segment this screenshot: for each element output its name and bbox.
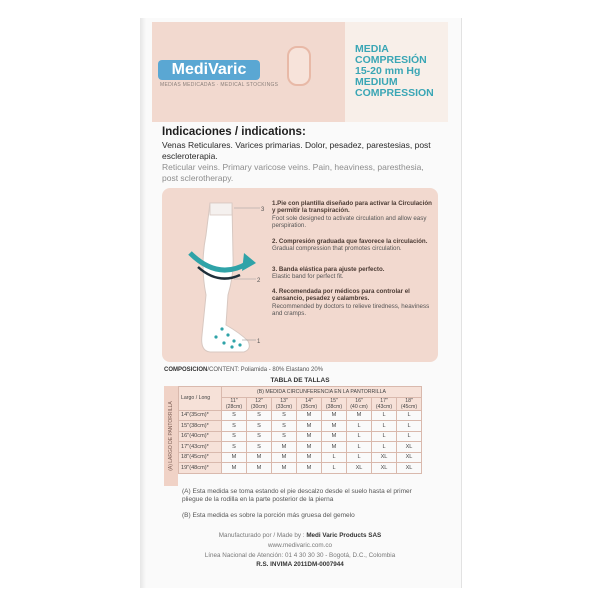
feature-2-title: 2. Compresión graduada que favorece la circulación. xyxy=(272,238,428,245)
size-cell: XL xyxy=(372,452,397,463)
feature-4 xyxy=(272,288,432,318)
size-cell: M xyxy=(272,463,297,474)
size-cell: XL xyxy=(372,463,397,474)
size-cell: L xyxy=(322,452,347,463)
feature-1-title: 1.Pie con plantilla diseñado para activar la Circulación y permitir la transpiración. xyxy=(272,200,432,215)
package-edge xyxy=(140,18,146,588)
size-cell: M xyxy=(222,452,247,463)
size-col-header xyxy=(247,397,272,410)
compression-line: 15-20 mm Hg xyxy=(355,65,421,77)
feature-2 xyxy=(272,238,432,253)
size-col-cm: (40 cm) xyxy=(350,403,368,410)
size-row xyxy=(179,442,422,453)
size-cell: L xyxy=(347,431,372,442)
hanger-hole xyxy=(287,46,311,86)
composition-label: COMPOSICION xyxy=(164,367,208,373)
size-cell: M xyxy=(297,452,322,463)
indications-title: Indicaciones / indications: xyxy=(162,126,306,138)
size-cell: M xyxy=(272,452,297,463)
size-col-inches: 17" xyxy=(380,397,388,404)
size-row-label: 16"(40cm)* xyxy=(179,431,222,442)
size-cell: XL xyxy=(397,442,422,453)
size-cell: M xyxy=(322,410,347,421)
size-cell: S xyxy=(247,421,272,432)
size-row xyxy=(179,421,422,432)
stocking-illustration xyxy=(170,195,270,357)
size-col-inches: 13" xyxy=(280,397,288,404)
size-col-header xyxy=(372,397,397,410)
size-cell: M xyxy=(322,421,347,432)
size-cell: L xyxy=(397,431,422,442)
size-table xyxy=(178,386,422,474)
size-cell: S xyxy=(247,442,272,453)
size-cell: M xyxy=(297,410,322,421)
size-cell: L xyxy=(372,421,397,432)
size-cell: L xyxy=(347,452,372,463)
size-cell: M xyxy=(297,442,322,453)
size-col-inches: 16" xyxy=(355,397,363,404)
callout-1: 1 xyxy=(257,339,261,345)
size-cell: M xyxy=(297,463,322,474)
brand-tagline: MEDIAS MEDICADAS · MEDICAL STOCKINGS xyxy=(160,82,279,88)
size-cell: XL xyxy=(397,452,422,463)
feature-3-title: 3. Banda elástica para ajuste perfecto. xyxy=(272,266,385,273)
size-cell: S xyxy=(272,410,297,421)
composition xyxy=(164,367,323,373)
size-row-label: 18"(45cm)* xyxy=(179,452,222,463)
made-by-company: Medi Varic Products SAS xyxy=(306,532,382,539)
feature-2-english: Gradual compression that promotes circulation. xyxy=(272,245,402,253)
website: www.medivaric.com.co xyxy=(267,542,333,549)
size-cell: L xyxy=(397,421,422,432)
size-col-cm: (43cm) xyxy=(375,403,393,410)
size-col-header xyxy=(222,397,247,410)
size-row xyxy=(179,410,422,421)
size-table-group-header: (B) MEDIDA CIRCUNFERENCIA EN LA PANTORRILLA xyxy=(222,387,422,398)
size-col-header xyxy=(272,397,297,410)
size-cell: S xyxy=(247,431,272,442)
note-b: (B) Esta medida es sobre la porción más gruesa del gemelo xyxy=(182,512,355,519)
feature-4-title: 4. Recomendada por médicos para controlar el cansancio, pesadez y calambres. xyxy=(272,288,410,303)
size-col-cm: (28cm) xyxy=(225,403,243,410)
size-cell: M xyxy=(347,410,372,421)
size-cell: L xyxy=(372,431,397,442)
compression-line: MEDIUM xyxy=(355,76,398,88)
size-col-cm: (38cm) xyxy=(325,403,343,410)
size-col-header xyxy=(397,397,422,410)
made-by xyxy=(0,532,600,539)
compression-line: COMPRESSION xyxy=(355,87,434,99)
size-cell: M xyxy=(247,463,272,474)
size-col-cm: (30cm) xyxy=(250,403,268,410)
compression-label xyxy=(355,44,447,99)
size-cell: L xyxy=(347,442,372,453)
size-cell: L xyxy=(372,442,397,453)
phone-line: Línea Nacional de Atención: 01 4 30 30 30 - Bogotá, D.C., Colombia xyxy=(204,552,396,559)
size-cell: L xyxy=(397,410,422,421)
size-row xyxy=(179,452,422,463)
size-cell: M xyxy=(322,431,347,442)
brand-logo: MediVaric xyxy=(158,60,260,80)
size-cell: M xyxy=(247,452,272,463)
composition-text: /CONTENT: Poliamida - 80% Elastano 20% xyxy=(207,367,324,373)
feature-3-english: Elastic band for perfect fit. xyxy=(272,273,344,281)
size-row-label: 14"(35cm)* xyxy=(179,410,222,421)
size-cell: M xyxy=(297,421,322,432)
size-col-inches: 15" xyxy=(330,397,338,404)
callout-3: 3 xyxy=(261,207,265,213)
size-table-corner: Largo / Long xyxy=(179,387,222,411)
size-row xyxy=(179,431,422,442)
size-cell: M xyxy=(272,442,297,453)
feature-1-english: Foot sole designed to activate circulation and allow easy perspiration. xyxy=(272,214,427,230)
size-col-inches: 11" xyxy=(230,397,238,404)
size-cell: XL xyxy=(347,463,372,474)
compression-line: MEDIA xyxy=(355,43,389,55)
size-cell: S xyxy=(222,410,247,421)
size-cell: S xyxy=(222,421,247,432)
note-a: (A) Esta medida se toma estando el pie descalzo desde el suelo hasta el primer pliegue de la rodilla en la parte posterior de la pierna xyxy=(182,488,412,503)
size-col-cm: (33cm) xyxy=(275,403,293,410)
size-col-header xyxy=(297,397,322,410)
size-col-inches: 14" xyxy=(305,397,313,404)
size-col-header xyxy=(347,397,372,410)
indications-english: Reticular veins. Primary varicose veins. Pain, heaviness, paresthesia, post sclerotherapy. xyxy=(162,162,424,183)
size-cell: L xyxy=(372,410,397,421)
size-row-label: 19"(48cm)* xyxy=(179,463,222,474)
size-cell: M xyxy=(222,463,247,474)
size-row-label: 15"(38cm)* xyxy=(179,421,222,432)
size-table-side-label: (A) LARGO DE PANTORRILLA xyxy=(168,401,174,471)
size-col-header xyxy=(322,397,347,410)
size-cell: S xyxy=(222,431,247,442)
size-col-cm: (35cm) xyxy=(300,403,318,410)
compression-line: COMPRESIÓN xyxy=(355,54,427,66)
size-cell: L xyxy=(322,463,347,474)
size-row xyxy=(179,463,422,474)
feature-1 xyxy=(272,200,432,230)
invima-number: R.S. INVIMA 2011DM-0007944 xyxy=(256,561,344,568)
size-cell: M xyxy=(322,442,347,453)
size-cell: XL xyxy=(397,463,422,474)
size-col-inches: 12" xyxy=(255,397,263,404)
indications-spanish: Venas Reticulares. Varices primarias. Dolor, pesadez, parestesias, post escleroterapia. xyxy=(162,140,431,161)
size-cell: M xyxy=(297,431,322,442)
size-cell: S xyxy=(247,410,272,421)
size-cell: S xyxy=(222,442,247,453)
feature-3 xyxy=(272,266,432,281)
callout-2: 2 xyxy=(257,278,261,284)
size-col-cm: (45cm) xyxy=(400,403,418,410)
feature-4-english: Recommended by doctors to relieve tiredness, heaviness and cramps. xyxy=(272,302,430,318)
made-by-label: Manufacturado por / Made by : xyxy=(218,532,305,539)
size-row-label: 17"(43cm)* xyxy=(179,442,222,453)
size-cell: S xyxy=(272,421,297,432)
size-col-inches: 18" xyxy=(405,397,413,404)
size-cell: S xyxy=(272,431,297,442)
size-table-title: TABLA DE TALLAS xyxy=(270,377,330,384)
size-cell: L xyxy=(347,421,372,432)
